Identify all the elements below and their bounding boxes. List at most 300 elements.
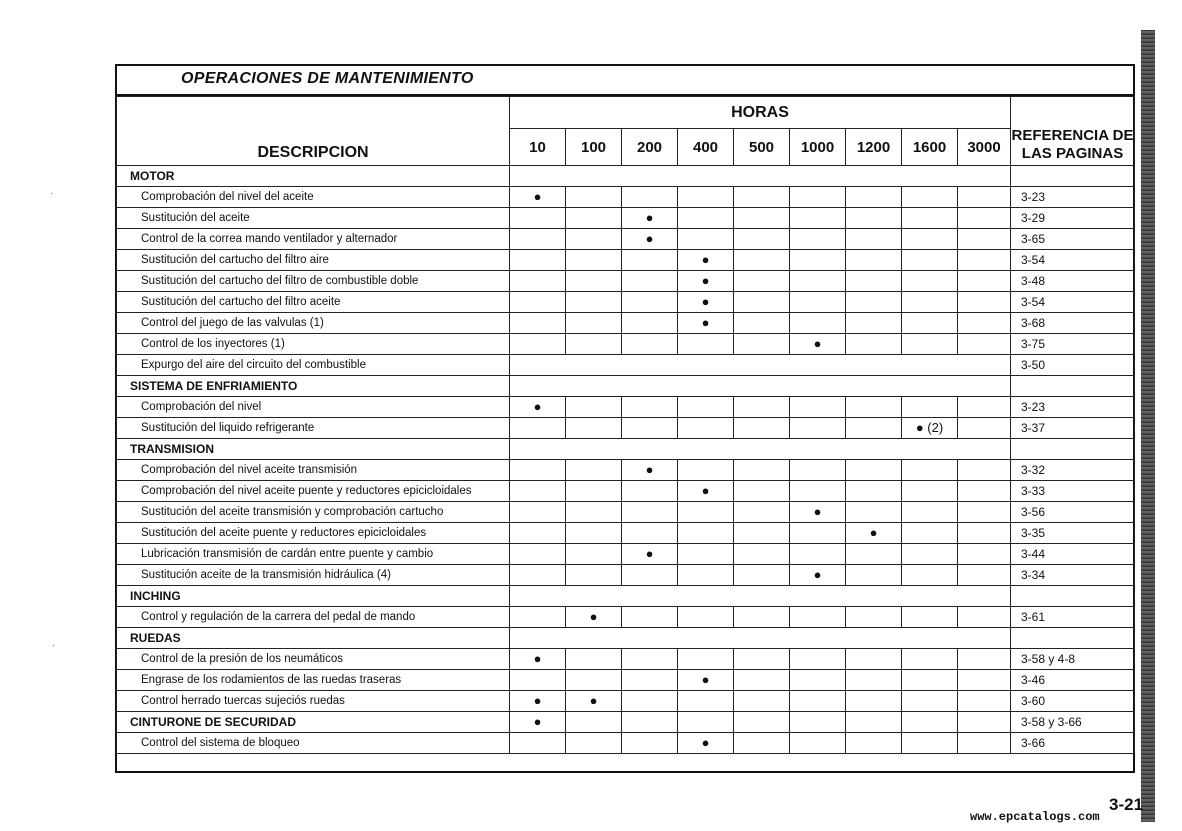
interval-cell (566, 565, 622, 586)
table-row (117, 649, 1135, 670)
table-row (117, 460, 1135, 481)
operation-label: Sustitución del aceite puente y reductores epicicloidales (117, 523, 510, 544)
interval-cell (790, 292, 846, 313)
page-reference: 3-50 (1011, 355, 1135, 376)
website-watermark: www.epcatalogs.com (970, 810, 1100, 824)
margin-speck: · (52, 640, 56, 651)
interval-cell (510, 229, 566, 250)
interval-cell: ● (622, 229, 678, 250)
page-reference: 3-46 (1011, 670, 1135, 691)
interval-cell (734, 271, 790, 292)
title-bar (115, 64, 1135, 96)
interval-cell (622, 649, 678, 670)
interval-cell (622, 502, 678, 523)
section-header-row (117, 712, 1135, 733)
operation-label: Control del juego de las valvulas (1) (117, 313, 510, 334)
interval-cell (846, 313, 902, 334)
interval-cell (790, 733, 846, 754)
operation-label: Sustitución del cartucho del filtro de combustible doble (117, 271, 510, 292)
page-reference (1011, 376, 1135, 397)
interval-cell (902, 649, 958, 670)
table-row (117, 418, 1135, 439)
interval-cell (902, 460, 958, 481)
page-number: 3-21 (1109, 795, 1144, 814)
interval-cell (790, 250, 846, 271)
interval-cell (566, 229, 622, 250)
page-reference: 3-48 (1011, 271, 1135, 292)
interval-cell (734, 229, 790, 250)
interval-cell (902, 229, 958, 250)
interval-cell (902, 712, 958, 733)
interval-cell (510, 460, 566, 481)
interval-cell (622, 712, 678, 733)
interval-cell: ● (510, 397, 566, 418)
interval-cell (566, 418, 622, 439)
interval-cell: ● (566, 691, 622, 712)
interval-cell: ● (510, 649, 566, 670)
interval-cell (734, 250, 790, 271)
interval-cell (902, 523, 958, 544)
interval-cell (902, 208, 958, 229)
page-reference: 3-65 (1011, 229, 1135, 250)
section-empty-cell (510, 439, 1011, 460)
interval-cell (846, 691, 902, 712)
table-row (117, 733, 1135, 754)
reference-header-line2: LAS PAGINAS (1021, 145, 1124, 162)
interval-cell (734, 313, 790, 334)
interval-cell (846, 733, 902, 754)
interval-cell (902, 313, 958, 334)
page-reference: 3-68 (1011, 313, 1135, 334)
interval-cell (734, 418, 790, 439)
interval-cell (622, 607, 678, 628)
interval-cell (734, 691, 790, 712)
interval-cell (958, 565, 1011, 586)
interval-cell (622, 418, 678, 439)
section-empty-cell (510, 628, 1011, 649)
interval-cell (734, 607, 790, 628)
interval-cell (510, 208, 566, 229)
page-reference: 3-32 (1011, 460, 1135, 481)
operation-label: Sustitución del aceite transmisión y comprobación cartucho (117, 502, 510, 523)
operation-label: Sustitución del aceite (117, 208, 510, 229)
interval-cell (958, 334, 1011, 355)
operation-label: Expurgo del aire del circuito del combustible (117, 355, 510, 376)
section-empty-cell (510, 586, 1011, 607)
hour-header-3000: 3000 (958, 129, 1011, 166)
interval-cell (734, 334, 790, 355)
interval-cell (678, 460, 734, 481)
page-reference: 3-23 (1011, 187, 1135, 208)
interval-cell (734, 544, 790, 565)
interval-cell (678, 523, 734, 544)
interval-cell (622, 481, 678, 502)
interval-cell: ● (678, 670, 734, 691)
interval-cell (734, 733, 790, 754)
interval-cell (734, 460, 790, 481)
operation-label: Lubricación transmisión de cardán entre puente y cambio (117, 544, 510, 565)
hour-header-1200: 1200 (846, 129, 902, 166)
interval-cell (958, 418, 1011, 439)
interval-cell (566, 712, 622, 733)
interval-cell (678, 544, 734, 565)
page-reference (1011, 586, 1135, 607)
interval-cell (734, 208, 790, 229)
interval-cell (734, 649, 790, 670)
interval-cell (958, 397, 1011, 418)
operation-label: Sustitución del liquido refrigerante (117, 418, 510, 439)
interval-cell (678, 502, 734, 523)
interval-cell (902, 565, 958, 586)
interval-cell (566, 649, 622, 670)
interval-cell: ● (678, 481, 734, 502)
maintenance-table (116, 96, 1135, 754)
operation-label: Comprobación del nivel aceite transmisión (117, 460, 510, 481)
interval-cell (902, 691, 958, 712)
interval-cell (622, 691, 678, 712)
interval-cell (846, 292, 902, 313)
interval-cell (510, 313, 566, 334)
interval-cell (958, 544, 1011, 565)
table-row (117, 670, 1135, 691)
interval-cell: ● (510, 712, 566, 733)
interval-cell: ● (510, 187, 566, 208)
interval-cell: ● (622, 460, 678, 481)
interval-cell: ● (678, 292, 734, 313)
interval-cell (566, 208, 622, 229)
interval-cell (902, 544, 958, 565)
interval-cell (958, 481, 1011, 502)
interval-cell (958, 229, 1011, 250)
interval-cell (846, 712, 902, 733)
interval-cell (958, 313, 1011, 334)
interval-cell (678, 229, 734, 250)
interval-cell (902, 334, 958, 355)
interval-cell (622, 292, 678, 313)
table-row (117, 334, 1135, 355)
hours-group-header: HORAS (510, 97, 1011, 129)
interval-cell (566, 313, 622, 334)
section-header-row (117, 166, 1135, 187)
table-row (117, 271, 1135, 292)
operation-label: Sustitución aceite de la transmisión hidráulica (4) (117, 565, 510, 586)
interval-cell (622, 670, 678, 691)
hour-header-1000: 1000 (790, 129, 846, 166)
page-reference: 3-54 (1011, 250, 1135, 271)
interval-cell (790, 691, 846, 712)
table-row (117, 544, 1135, 565)
interval-cell: ● (566, 607, 622, 628)
interval-cell (902, 670, 958, 691)
operation-label: Sustitución del cartucho del filtro aire (117, 250, 510, 271)
operation-label: Comprobación del nivel (117, 397, 510, 418)
interval-cell: ● (622, 208, 678, 229)
interval-cell (734, 712, 790, 733)
page-reference: 3-29 (1011, 208, 1135, 229)
interval-cell (734, 565, 790, 586)
interval-cell (958, 733, 1011, 754)
interval-cell (790, 208, 846, 229)
interval-cell (790, 313, 846, 334)
interval-cell (790, 397, 846, 418)
interval-cell (678, 607, 734, 628)
interval-cell (678, 565, 734, 586)
interval-cell (846, 565, 902, 586)
table-row (117, 292, 1135, 313)
interval-cell (678, 649, 734, 670)
interval-cell (902, 481, 958, 502)
interval-cell (678, 712, 734, 733)
interval-cell (566, 460, 622, 481)
interval-cell (622, 565, 678, 586)
page-reference: 3-35 (1011, 523, 1135, 544)
page-reference: 3-37 (1011, 418, 1135, 439)
interval-cell (566, 187, 622, 208)
interval-cell (510, 523, 566, 544)
interval-cell (958, 523, 1011, 544)
section-empty-cell (510, 376, 1011, 397)
interval-cell (958, 670, 1011, 691)
table-row (117, 481, 1135, 502)
interval-cell (734, 397, 790, 418)
hour-header-400: 400 (678, 129, 734, 166)
interval-cell (846, 397, 902, 418)
interval-cell: ● (622, 544, 678, 565)
interval-cell (566, 250, 622, 271)
page-reference (1011, 166, 1135, 187)
operation-label: Engrase de los rodamientos de las ruedas traseras (117, 670, 510, 691)
section-title: RUEDAS (117, 628, 510, 649)
interval-cell (566, 481, 622, 502)
interval-cell (790, 271, 846, 292)
interval-cell (958, 271, 1011, 292)
interval-cell (902, 607, 958, 628)
interval-cell (622, 397, 678, 418)
table-row (117, 607, 1135, 628)
interval-cell (622, 271, 678, 292)
interval-cell (958, 250, 1011, 271)
interval-cell (790, 460, 846, 481)
interval-cell (846, 250, 902, 271)
interval-cell (790, 649, 846, 670)
interval-cell (958, 649, 1011, 670)
interval-cell (622, 313, 678, 334)
interval-cell (510, 565, 566, 586)
interval-cell (622, 187, 678, 208)
interval-cell (678, 691, 734, 712)
interval-cell (734, 523, 790, 544)
merged-empty-cell (510, 355, 1011, 376)
interval-cell (734, 481, 790, 502)
page-title: OPERACIONES DE MANTENIMIENTO (181, 70, 474, 87)
interval-cell: ● (790, 334, 846, 355)
interval-cell (510, 418, 566, 439)
hour-header-100: 100 (566, 129, 622, 166)
interval-cell (734, 670, 790, 691)
page-reference: 3-58 y 3-66 (1011, 712, 1135, 733)
reference-header-line1: REFERENCIA DE (1011, 127, 1134, 144)
interval-cell (790, 418, 846, 439)
interval-cell (566, 397, 622, 418)
interval-cell (790, 670, 846, 691)
interval-cell (678, 334, 734, 355)
interval-cell (846, 670, 902, 691)
operation-label: Control de los inyectores (1) (117, 334, 510, 355)
table-row (117, 523, 1135, 544)
page-reference: 3-54 (1011, 292, 1135, 313)
operation-label: Control de la presión de los neumáticos (117, 649, 510, 670)
table-row (117, 313, 1135, 334)
interval-cell (678, 208, 734, 229)
table-row (117, 229, 1135, 250)
hour-header-10: 10 (510, 129, 566, 166)
page-reference: 3-23 (1011, 397, 1135, 418)
hour-header-500: 500 (734, 129, 790, 166)
interval-cell (902, 733, 958, 754)
interval-cell: ● (846, 523, 902, 544)
interval-cell (510, 481, 566, 502)
section-title: INCHING (117, 586, 510, 607)
interval-cell (958, 208, 1011, 229)
interval-cell (566, 271, 622, 292)
page-reference (1011, 439, 1135, 460)
section-title: SISTEMA DE ENFRIAMIENTO (117, 376, 510, 397)
interval-cell (846, 502, 902, 523)
interval-cell (846, 334, 902, 355)
interval-cell: ● (790, 565, 846, 586)
interval-cell (566, 502, 622, 523)
interval-cell (678, 397, 734, 418)
section-title: MOTOR (117, 166, 510, 187)
interval-cell (958, 691, 1011, 712)
interval-cell (510, 670, 566, 691)
interval-cell (846, 208, 902, 229)
interval-cell (510, 733, 566, 754)
operation-label: Comprobación del nivel aceite puente y reductores epicicloidales (117, 481, 510, 502)
interval-cell (510, 292, 566, 313)
interval-cell (846, 271, 902, 292)
interval-cell: ● (790, 502, 846, 523)
interval-cell (510, 607, 566, 628)
interval-cell: ● (510, 691, 566, 712)
interval-cell (846, 418, 902, 439)
page-reference: 3-75 (1011, 334, 1135, 355)
interval-cell (902, 271, 958, 292)
page-reference: 3-61 (1011, 607, 1135, 628)
interval-cell (790, 544, 846, 565)
interval-cell (846, 460, 902, 481)
interval-cell (790, 712, 846, 733)
interval-cell (510, 250, 566, 271)
table-row (117, 250, 1135, 271)
interval-cell: ● (678, 250, 734, 271)
interval-cell (510, 544, 566, 565)
interval-cell: ● (678, 271, 734, 292)
table-row (117, 502, 1135, 523)
interval-cell (902, 250, 958, 271)
interval-cell (846, 649, 902, 670)
interval-cell (958, 607, 1011, 628)
interval-cell (790, 229, 846, 250)
interval-cell (958, 712, 1011, 733)
interval-cell: ● (678, 733, 734, 754)
interval-cell (846, 544, 902, 565)
interval-cell (678, 187, 734, 208)
table-row (117, 355, 1135, 376)
interval-cell (958, 460, 1011, 481)
page-reference (1011, 628, 1135, 649)
page-reference: 3-66 (1011, 733, 1135, 754)
interval-cell (622, 733, 678, 754)
interval-cell (510, 334, 566, 355)
hour-header-1600: 1600 (902, 129, 958, 166)
interval-cell (902, 292, 958, 313)
table-body (117, 166, 1135, 754)
section-title: TRANSMISION (117, 439, 510, 460)
page-reference: 3-44 (1011, 544, 1135, 565)
table-row (117, 691, 1135, 712)
page-reference: 3-33 (1011, 481, 1135, 502)
interval-cell (902, 187, 958, 208)
interval-cell (510, 271, 566, 292)
interval-cell (678, 418, 734, 439)
section-header-row (117, 376, 1135, 397)
operation-label: Sustitución del cartucho del filtro aceite (117, 292, 510, 313)
interval-cell (958, 502, 1011, 523)
interval-cell (790, 481, 846, 502)
interval-cell (790, 523, 846, 544)
hour-header-200: 200 (622, 129, 678, 166)
interval-cell (510, 502, 566, 523)
interval-cell (566, 292, 622, 313)
page-reference: 3-34 (1011, 565, 1135, 586)
interval-cell (566, 334, 622, 355)
interval-cell (958, 292, 1011, 313)
interval-cell (622, 250, 678, 271)
page-reference: 3-56 (1011, 502, 1135, 523)
table-row (117, 187, 1135, 208)
interval-cell (734, 187, 790, 208)
interval-cell (734, 292, 790, 313)
interval-cell (902, 502, 958, 523)
operation-label: Comprobación del nivel del aceite (117, 187, 510, 208)
interval-cell: ● (678, 313, 734, 334)
table-row (117, 208, 1135, 229)
section-header-row (117, 439, 1135, 460)
interval-cell (846, 481, 902, 502)
interval-cell (566, 544, 622, 565)
interval-cell (566, 670, 622, 691)
interval-cell: ● (2) (902, 418, 958, 439)
interval-cell (846, 607, 902, 628)
interval-cell (790, 607, 846, 628)
section-empty-cell (510, 166, 1011, 187)
interval-cell (902, 397, 958, 418)
interval-cell (622, 523, 678, 544)
interval-cell (846, 187, 902, 208)
operation-label: Control y regulación de la carrera del pedal de mando (117, 607, 510, 628)
table-row (117, 565, 1135, 586)
operation-label: Control del sistema de bloqueo (117, 733, 510, 754)
operation-label: Control herrado tuercas sujeciós ruedas (117, 691, 510, 712)
section-header-row (117, 628, 1135, 649)
section-header-row (117, 586, 1135, 607)
interval-cell (958, 187, 1011, 208)
interval-cell (734, 502, 790, 523)
margin-speck: · (50, 188, 54, 199)
interval-cell (846, 229, 902, 250)
interval-cell (790, 187, 846, 208)
